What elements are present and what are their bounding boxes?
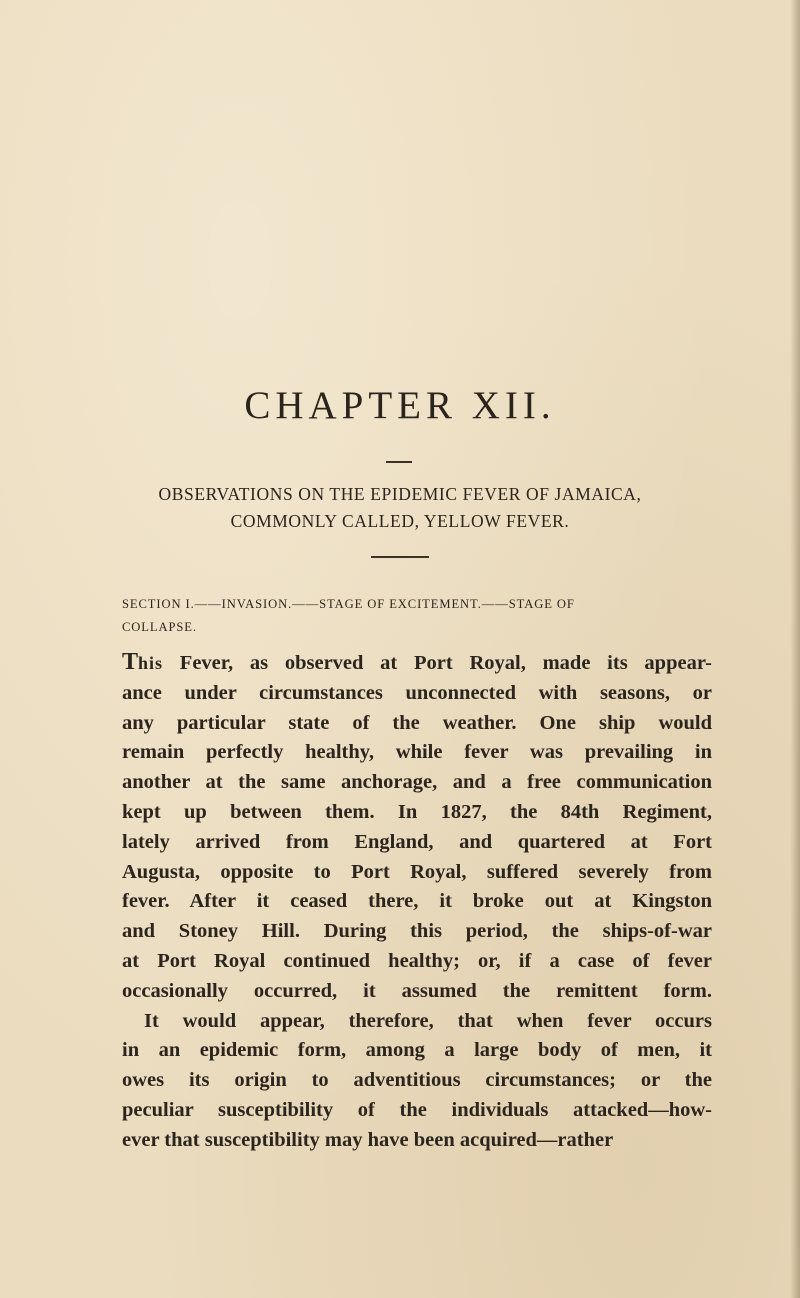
body-paragraph [122, 648, 712, 1156]
body-line-6: kept up between them. In 1827, the 84th Regiment, [122, 800, 712, 823]
page-edge-shadow [790, 0, 800, 1298]
body-line-3: any particular state of the weather. One ship would [122, 711, 712, 734]
section-heading-line-2: COLLAPSE. [122, 620, 197, 634]
dropcap-letter: T [122, 649, 139, 675]
short-divider-rule [386, 461, 412, 463]
body-line-9: fever. After it ceased there, it broke out at Kingston [122, 890, 712, 913]
body-line-11: at Port Royal continued healthy; or, if a case of fever [122, 949, 712, 972]
chapter-subtitle-line-2: COMMONLY CALLED, YELLOW FEVER. [230, 511, 570, 531]
long-divider-rule [371, 556, 429, 558]
body-line-10: and Stoney Hill. During this period, the ships-of-war [122, 920, 712, 943]
body-line-13: It would appear, therefore, that when fever occurs [144, 1009, 712, 1032]
body-line-16: peculiar susceptibility of the individuals attacked—how- [122, 1098, 712, 1121]
section-heading-line-1: SECTION I.——INVASION.——STAGE OF EXCITEMENT.——STAGE OF [122, 597, 575, 611]
body-line-14: in an epidemic form, among a large body of men, it [122, 1039, 712, 1062]
chapter-subtitle-line-1: OBSERVATIONS ON THE EPIDEMIC FEVER OF JAMAICA, [158, 484, 642, 504]
body-line-8: Augusta, opposite to Port Royal, suffered severely from [122, 860, 712, 883]
body-line-5: another at the same anchorage, and a free communication [122, 771, 712, 794]
dropcap-rest: his [138, 653, 164, 673]
body-line-12: occasionally occurred, it assumed the remittent form. [122, 979, 712, 1002]
body-line-1 [122, 648, 712, 679]
body-line-17: ever that susceptibility may have been acquired—rather [122, 1128, 614, 1151]
body-line-1-text: Fever, as observed at Port Royal, made its appear- [163, 652, 712, 674]
body-line-4: remain perfectly healthy, while fever was prevailing in [122, 741, 712, 764]
body-line-15: owes its origin to adventitious circumstances; or the [122, 1069, 712, 1092]
body-line-2: ance under circumstances unconnected with seasons, or [122, 681, 712, 704]
body-line-7: lately arrived from England, and quartered at Fort [122, 830, 712, 853]
chapter-title: CHAPTER XII. [244, 384, 556, 427]
